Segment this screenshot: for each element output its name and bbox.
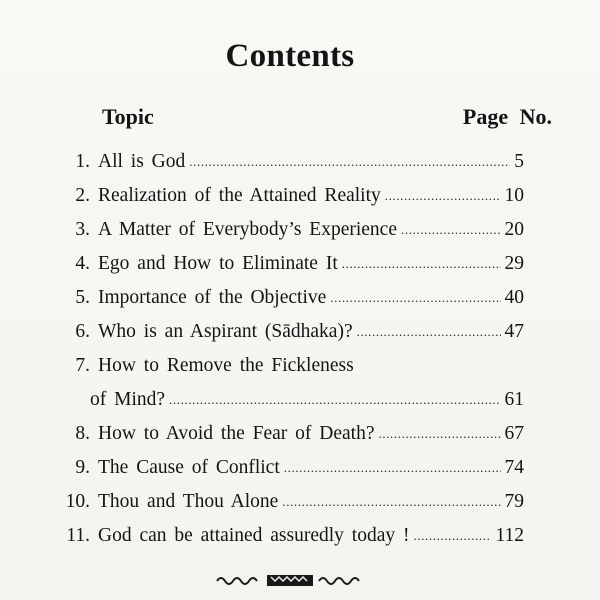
page-number-column-header: Page No.: [462, 104, 552, 129]
toc-entry-3: [56, 213, 524, 247]
entry-number: 4.: [75, 253, 90, 274]
entry-page-number: 74: [504, 457, 524, 478]
entry-number: 2.: [75, 185, 90, 206]
entry-number: 9.: [75, 457, 90, 478]
entry-number: 7.: [75, 355, 90, 376]
entry-page-number: 40: [504, 287, 524, 308]
entry-number: 6.: [75, 321, 90, 342]
entry-page-number: 67: [504, 423, 524, 444]
entry-title: The Cause of Conflict: [98, 457, 280, 478]
dot-leader: [189, 145, 510, 179]
dot-leader: [357, 315, 501, 349]
entry-number: 3.: [75, 219, 90, 240]
entry-page-number: 79: [504, 491, 524, 512]
entry-number: 8.: [75, 423, 90, 444]
toc-entry-6: [56, 315, 524, 349]
dot-leader: [330, 281, 500, 315]
toc-entry-7: [56, 349, 524, 417]
entry-title: God can be attained assuredly today !: [98, 525, 410, 546]
entry-number: 1.: [75, 151, 90, 172]
dot-leader: [342, 247, 501, 281]
page-title: Contents: [225, 38, 355, 74]
dot-leader: [385, 179, 501, 213]
entry-page-number: 10: [504, 185, 524, 206]
entry-number: 5.: [75, 287, 90, 308]
entry-number: 11.: [66, 525, 90, 546]
entry-title: Who is an Aspirant (Sādhaka)?: [98, 321, 353, 342]
entry-page-number: 112: [495, 525, 524, 546]
entry-page-number: 47: [504, 321, 524, 342]
entry-title-line-2: of Mind?: [90, 389, 166, 410]
toc-entry-5: [56, 281, 524, 315]
toc-entry-11: [56, 519, 524, 553]
toc-entry-1: [56, 145, 524, 179]
dot-leader: [379, 417, 501, 451]
entry-page-number: 5: [514, 151, 524, 172]
toc-entry-4: [56, 247, 524, 281]
dot-leader: [413, 519, 491, 553]
entry-title: Realization of the Attained Reality: [98, 185, 381, 206]
toc-entry-10: [56, 485, 524, 519]
entry-page-number: 20: [504, 219, 524, 240]
dot-leader: [282, 485, 500, 519]
entry-title: All is God: [98, 151, 186, 172]
dot-leader: [284, 451, 501, 485]
entry-title-line-1: How to Remove the Fickleness: [98, 355, 354, 376]
entry-title: How to Avoid the Fear of Death?: [98, 423, 375, 444]
entry-title: A Matter of Everybody’s Experience: [98, 219, 397, 240]
entry-page-number: 61: [504, 389, 524, 410]
entry-number: 10.: [65, 491, 90, 512]
entry-title: Ego and How to Eliminate It: [98, 253, 338, 274]
topic-column-header: Topic: [102, 104, 154, 129]
dot-leader: [169, 383, 500, 417]
toc-entry-2: [56, 179, 524, 213]
decorative-ornament: [0, 572, 580, 593]
entry-title: Thou and Thou Alone: [98, 491, 279, 512]
toc-entry-9: [56, 451, 524, 485]
entry-page-number: 29: [504, 253, 524, 274]
ornament-icon: [215, 572, 365, 588]
dot-leader: [401, 213, 501, 247]
entry-title: Importance of the Objective: [98, 287, 327, 308]
table-of-contents: [56, 145, 524, 553]
toc-entry-8: [56, 417, 524, 451]
